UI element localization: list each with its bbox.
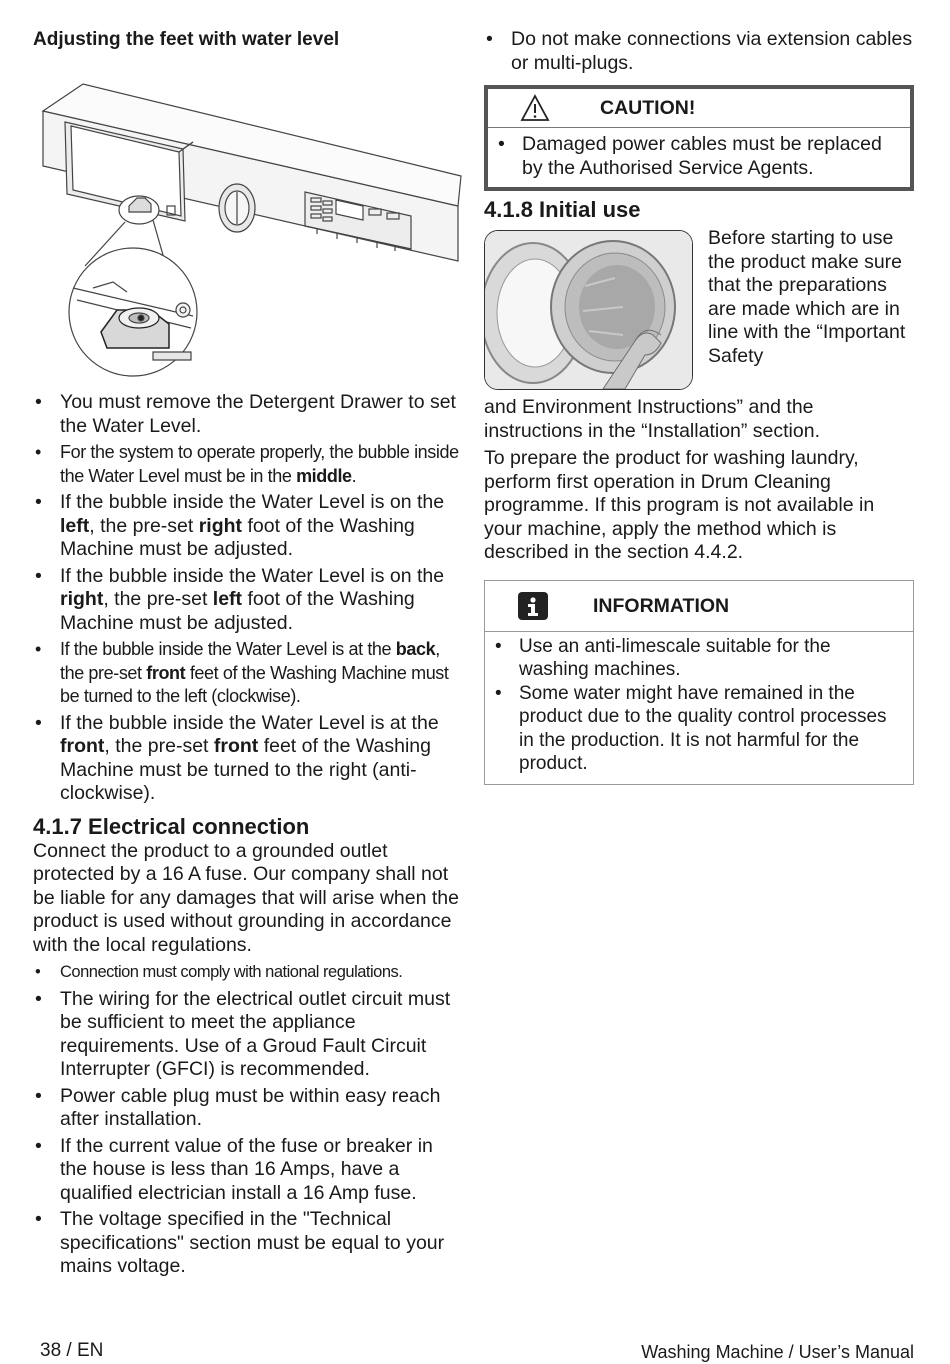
list-item: • For the system to operate properly, the bubble inside the Water Level must be in the middle. <box>33 441 465 488</box>
warning-triangle-icon <box>520 94 550 122</box>
information-body <box>485 632 913 784</box>
right-column <box>484 28 914 785</box>
drum-cleaning-photo <box>484 230 693 390</box>
list-item: • Use an anti-limescale suitable for the washing machines. <box>493 635 903 682</box>
initial-use-text-wrap: Before starting to use the product make sure that the preparations are made which are in line with the “Important Safety <box>708 227 906 367</box>
electrical-bullets <box>33 961 465 1279</box>
extension-bullet <box>484 28 914 75</box>
caution-label: CAUTION! <box>600 97 696 119</box>
list-item: • The voltage specified in the "Technical specifications" section must be equal to your mains voltage. <box>33 1208 465 1279</box>
initial-use-text-continued: and Environment Instructions” and the instructions in the “Installation” section. <box>484 396 820 442</box>
list-item: • Connection must comply with national regulations. <box>33 961 465 985</box>
water-level-bullets <box>33 391 465 806</box>
electrical-connection-title: 4.1.7 Electrical connection <box>33 813 310 839</box>
list-item: • Some water might have remained in the product due to the quality control processes in the production. It is not harmful for the product. <box>493 682 903 776</box>
list-item: • If the bubble inside the Water Level is on the right, the pre-set left foot of the Washing Machine must be adjusted. <box>33 565 465 636</box>
water-level-heading: Adjusting the feet with water level <box>33 29 340 50</box>
information-box <box>484 580 914 785</box>
manual-title: Washing Machine / User’s Manual <box>641 1342 914 1362</box>
information-label: INFORMATION <box>593 594 730 617</box>
control-panel-illustration <box>33 56 465 378</box>
initial-use-paragraph: To prepare the product for washing laundry, perform first operation in Drum Cleaning programme. If this program is not available in your machine, apply the method which is described in the section 4.4.2. <box>484 447 875 563</box>
page-number: 38 / EN <box>40 1340 104 1361</box>
left-column <box>33 28 465 1282</box>
list-item: • If the bubble inside the Water Level is at the front, the pre-set front feet of the Washing Machine must be turned to the right (anti-clockwise). <box>33 712 465 806</box>
electrical-connection-paragraph: Connect the product to a grounded outlet protected by a 16 A fuse. Our company shall not be liable for any damages that will arise when the product is used without grounding in accordance with the local regulations. <box>33 839 459 956</box>
initial-use-intro <box>484 227 914 390</box>
list-item: • Do not make connections via extension cables or multi-plugs. <box>484 28 914 75</box>
information-icon <box>517 591 549 621</box>
caution-header <box>488 89 910 128</box>
caution-box <box>484 85 914 191</box>
list-item: • If the bubble inside the Water Level is on the left, the pre-set right foot of the Washing Machine must be adjusted. <box>33 491 465 562</box>
list-item: • You must remove the Detergent Drawer to set the Water Level. <box>33 391 465 438</box>
list-item: • If the current value of the fuse or breaker in the house is less than 16 Amps, have a qualified electrician install a 16 Amp fuse. <box>33 1135 465 1206</box>
list-item: • The wiring for the electrical outlet circuit must be sufficient to meet the appliance requirements. Use of a Groud Fault Circuit Interrupter (GFCI) is recommended. <box>33 988 465 1082</box>
list-item: • If the bubble inside the Water Level is at the back, the pre-set front feet of the Washing Machine must be turned to the left (clockwise). <box>33 638 465 709</box>
information-header <box>485 581 913 632</box>
initial-use-title: 4.1.8 Initial use <box>484 197 641 222</box>
list-item: • Damaged power cables must be replaced by the Authorised Service Agents. <box>496 133 900 180</box>
caution-body <box>488 128 910 187</box>
list-item: • Power cable plug must be within easy reach after installation. <box>33 1085 465 1132</box>
